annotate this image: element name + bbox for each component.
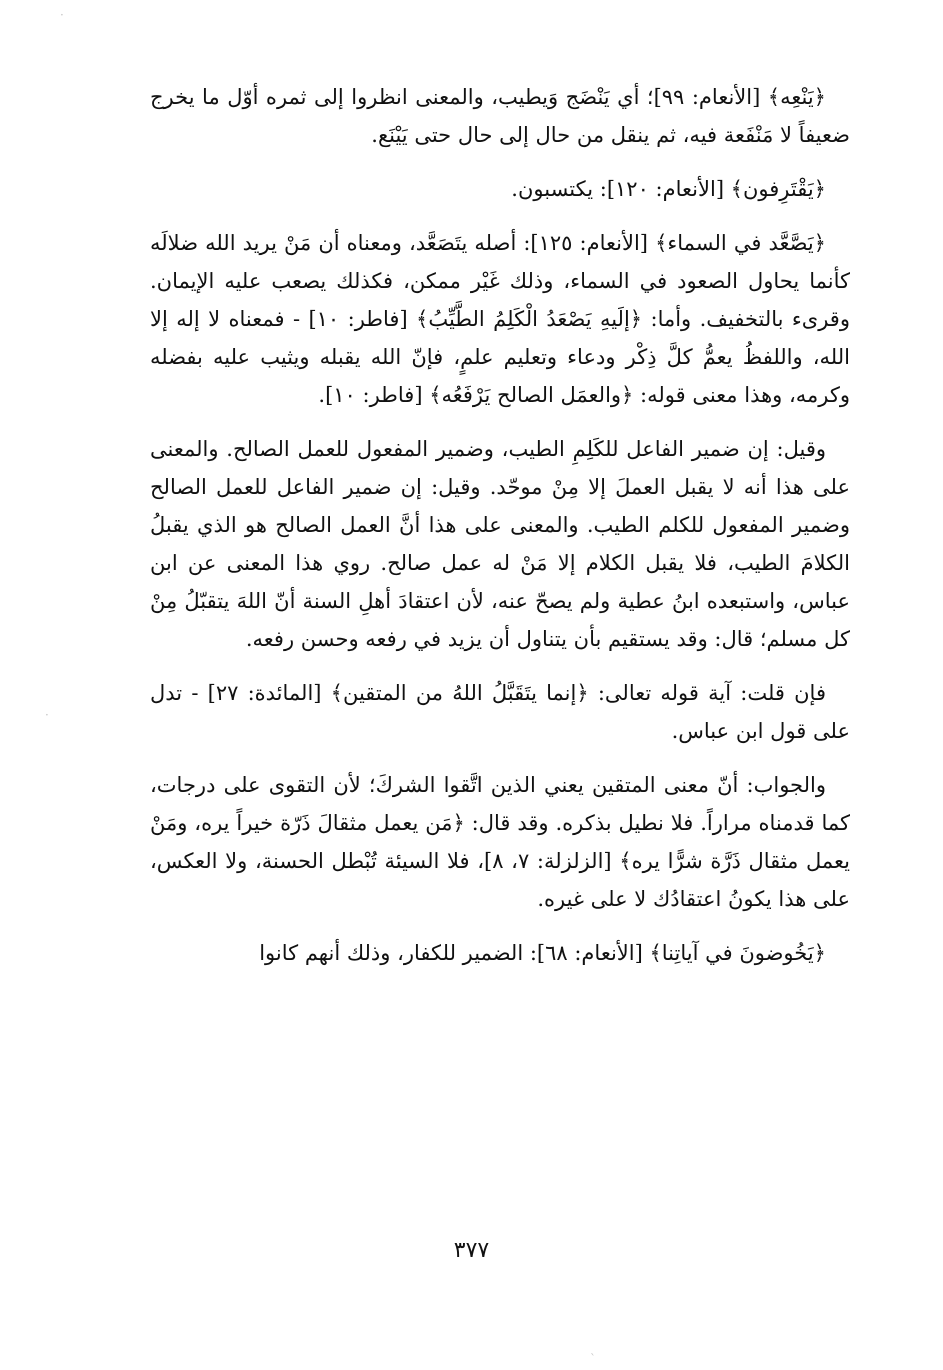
paragraph-qila: وقيل: إن ضمير الفاعل للكَلِمِ الطيب، وضمير المفعول للعمل الصالح. والمعنى على هذا أنه لا يقبل العملَ إلا مِنْ موحّد. وقيل: إن ضمير الفاعل للعمل الصالح وضمير المفعول للكلم الطيب. والمعنى على هذا أنَّ العمل الصالح هو الذي يقبلُ الكلامَ الطيب، فلا يقبل الكلام إلا مَنْ له عمل صالح. روي هذا المعنى عن ابن عباس، واستبعده ابنُ عطية ولم يصحّ عنه، لأن اعتقادَ أهلِ السنة أنّ اللهَ يتقبّلُ مِنْ كل مسلم؛ قال: وقد يستقيم بأن يتناول أن يزيد في رفعه وحسن رفعه.: [150, 437, 850, 651]
paragraph-aljawab: والجواب: أنّ معنى المتقين يعني الذين اتَّقوا الشركَ؛ لأن التقوى على درجات، كما قدمناه مراراً. فلا نطيل بذكره. وقد قال: ﴿مَن يعمل مثقالَ ذَرّة خيراً يره، ومَنْ يعمل مثقال ذَرَّة شرًّا يره﴾ [الزلزلة: ٧، ٨]، فلا السيئة تُبْطل الحسنة، ولا العكس، على هذا يكونُ اعتقادُك لا على غيره.: [150, 773, 851, 911]
paragraph-yanih: ﴿يَنْعِه﴾ [الأنعام: ٩٩]؛ أي يَنْضَج وَيطيب، والمعنى انظروا إلى ثمره أوّل ما يخرج ضعيفاً لا مَنْفَعة فيه، ثم ينقل من حال إلى حال حتى يَيْنَع.: [150, 85, 850, 147]
paragraph-yakhudun: ﴿يَخُوضونَ في آياتِنا﴾ [الأنعام: ٦٨]: الضمير للكفار، وذلك أنهم كانوا: [259, 941, 826, 965]
scan-artifact-mark: ·: [45, 708, 49, 722]
paragraph-yaqtarifun: ﴿يَقْتَرِفون﴾ [الأنعام: ١٢٠]: يكتسبون.: [511, 177, 826, 201]
paragraph-yassaad: ﴿يَصَّعَّد في السماء﴾ [الأنعام: ١٢٥]: أصله يتَصَعَّد، ومعناه أن مَنْ يريد الله ضلالَه كأنما يحاول الصعود في السماء، وذلك غَيْر ممكن، فكذلك يصعب عليه الإيمان. وقرىء بالتخفيف. وأما: ﴿إلَيهِ يَصْعَدُ الْكَلِمُ الطَّيِّبُ﴾ [فاطر: ١٠] - فمعناه لا إله إلا الله، واللفظُ يعمُّ كلَّ ذِكْر ودعاء وتعليم علمٍ، فإنّ الله يقبله ويثيب عليه بفضله وكرمه، وهذا معنى قوله: ﴿والعمَل الصالح يَرْفَعُه﴾ [فاطر: ١٠].: [150, 231, 850, 407]
page-body: [150, 78, 850, 988]
scan-artifact-mark: ·: [60, 8, 64, 22]
page-number: ٣٧٧: [453, 1238, 490, 1263]
scan-artifact-mark: `: [590, 1352, 596, 1366]
paragraph-fain-qulta: فإن قلت: آية قوله تعالى: ﴿إنما يتَقَبَّلُ اللهُ من المتقين﴾ [المائدة: ٢٧] - تدل على قول ابن عباس.: [150, 681, 850, 743]
